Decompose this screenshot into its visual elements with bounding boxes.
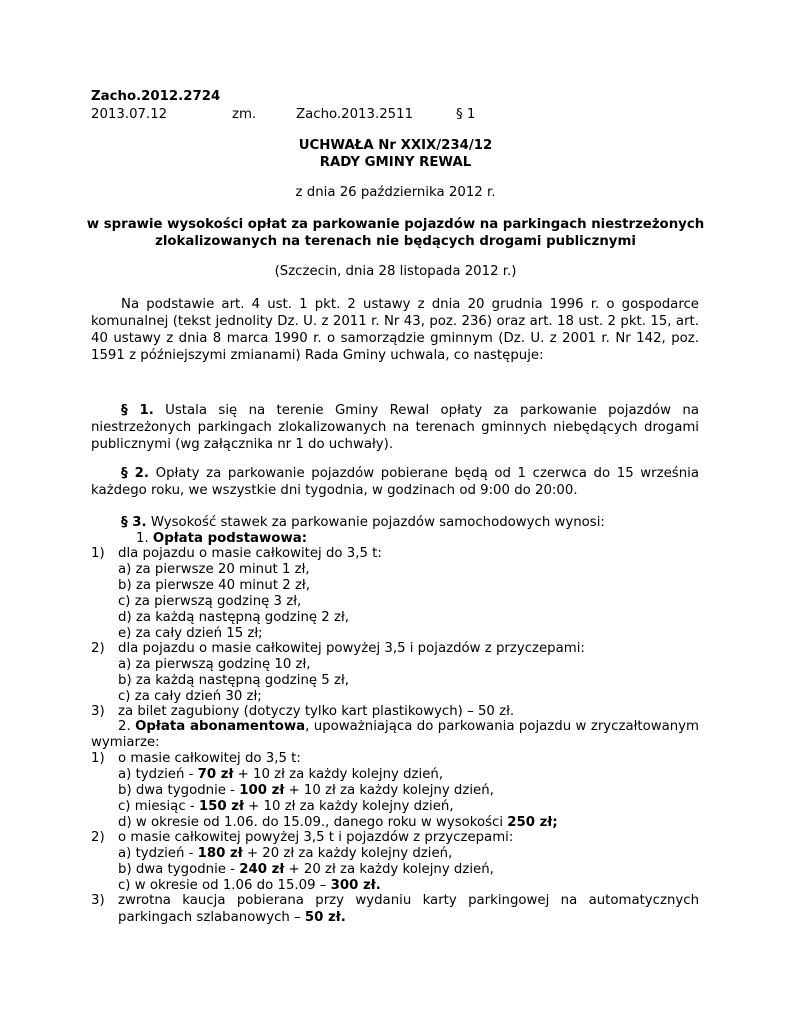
subject-line-1: w sprawie wysokości opłat za parkowanie pojazdów na parkingach niestrzeżonych	[86, 217, 705, 232]
par1-label: § 1.	[121, 403, 154, 418]
par2-label: § 2.	[121, 466, 149, 481]
list-subitem: b) dwa tygodnie - 240 zł + 20 zł za każdy kolejny dzień,	[118, 862, 494, 877]
list-item: za bilet zagubiony (dotyczy tylko kart plastikowych) – 50 zł.	[118, 704, 515, 719]
subscription-heading	[118, 719, 699, 736]
par3-intro	[121, 515, 605, 532]
list-subitem: b) dwa tygodnie - 100 zł + 10 zł za każdy kolejny dzień,	[118, 783, 494, 798]
list-subitem: d) w okresie od 1.06. do 15.09., danego roku w wysokości 250 zł;	[118, 815, 558, 830]
resolution-date: z dnia 26 października 2012 r.	[295, 185, 496, 200]
list-subitem: c) za pierwszą godzinę 3 zł,	[118, 594, 302, 609]
par2-line-2: każdego roku, we wszystkie dni tygodnia, w godzinach od 9:00 do 20:00.	[91, 483, 578, 498]
list-subitem: a) tydzień - 70 zł + 10 zł za każdy kolejny dzień,	[118, 767, 444, 782]
list-item: dla pojazdu o masie całkowitej do 3,5 t:	[118, 546, 382, 561]
list-item: o masie całkowitej powyżej 3,5 t i pojazdów z przyczepami:	[118, 830, 514, 845]
list-number: 2)	[91, 641, 105, 656]
header-date: 2013.07.12	[91, 107, 168, 122]
place-date: (Szczecin, dnia 28 listopada 2012 r.)	[274, 264, 517, 279]
list-item: zwrotna kaucja pobierana przy wydaniu karty parkingowej na automatycznych	[118, 893, 699, 908]
basic-fee-title: Opłata podstawowa:	[152, 531, 308, 546]
par3-intro-text: Wysokość stawek za parkowanie pojazdów samochodowych wynosi:	[150, 515, 605, 530]
list-item-continuation: parkingach szlabanowych – 50 zł.	[118, 910, 346, 925]
par2-text: Opłaty za parkowanie pojazdów pobierane będą od 1 czerwca do 15 września	[155, 466, 699, 481]
list-subitem: a) tydzień - 180 zł + 20 zł za każdy kolejny dzień,	[118, 846, 453, 861]
council-name: RADY GMINY REWAL	[319, 155, 472, 170]
list-subitem: c) w okresie od 1.06 do 15.09 – 300 zł.	[118, 878, 381, 893]
subscription-text: , upoważniająca do parkowania pojazdu w zryczałtowanym	[305, 719, 699, 734]
list-subitem: d) za każdą następną godzinę 2 zł,	[118, 610, 349, 625]
list-item: dla pojazdu o masie całkowitej powyżej 3,5 i pojazdów z przyczepami:	[118, 641, 585, 656]
list-subitem: a) za pierwszą godzinę 10 zł,	[118, 657, 311, 672]
subject-line-2: zlokalizowanych na terenach nie będących drogami publicznymi	[155, 234, 636, 249]
par1-line-2: niestrzeżonych parkingach zlokalizowanych na terenach gminnych niebędących drogami	[91, 420, 699, 435]
par2-line-1	[121, 466, 699, 483]
document-id: Zacho.2012.2724	[91, 89, 221, 104]
preamble-line: 40 ustawy z dnia 8 marca 1990 r. o samorządzie gminnym (Dz. U. z 2001 r. Nr 142, poz.	[91, 331, 699, 346]
resolution-title: UCHWAŁA Nr XXIX/234/12	[298, 138, 493, 153]
subscription-text-2: wymiarze:	[91, 735, 160, 750]
par1-line-1	[121, 403, 699, 420]
list-subitem: c) miesiąc - 150 zł + 10 zł za każdy kolejny dzień,	[118, 799, 454, 814]
par1-line-3: publicznymi (wg załącznika nr 1 do uchwały).	[91, 437, 394, 452]
list-number: 3)	[91, 893, 105, 908]
header-amended-by: Zacho.2013.2511	[296, 107, 414, 122]
list-subitem: a) za pierwsze 20 minut 1 zł,	[118, 562, 310, 577]
subscription-number: 2.	[118, 719, 131, 734]
preamble-line: 1591 z późniejszymi zmianami) Rada Gminy uchwala, co następuje:	[91, 348, 544, 363]
list-subitem: e) za cały dzień 15 zł;	[118, 626, 263, 641]
header-section: § 1	[456, 107, 476, 122]
preamble-line: komunalnej (tekst jednolity Dz. U. z 2011 r. Nr 43, poz. 236) oraz art. 18 ust. 2 pkt. 15, art.	[91, 314, 699, 329]
list-number: 3)	[91, 704, 105, 719]
list-subitem: b) za pierwsze 40 minut 2 zł,	[118, 578, 310, 593]
par1-text: Ustala się na terenie Gminy Rewal opłaty za parkowanie pojazdów na	[165, 403, 699, 418]
subscription-title: Opłata abonamentowa	[135, 719, 306, 734]
list-number: 1)	[91, 546, 105, 561]
basic-fee-number: 1.	[136, 531, 149, 546]
par3-label: § 3.	[121, 515, 147, 530]
list-subitem: c) za cały dzień 30 zł;	[118, 689, 262, 704]
list-number: 1)	[91, 751, 105, 766]
header-zm: zm.	[232, 107, 257, 122]
preamble-line: Na podstawie art. 4 ust. 1 pkt. 2 ustawy z dnia 20 grudnia 1996 r. o gospodarce	[121, 297, 699, 312]
list-item: o masie całkowitej do 3,5 t:	[118, 751, 301, 766]
list-number: 2)	[91, 830, 105, 845]
list-subitem: b) za każdą następną godzinę 5 zł,	[118, 673, 349, 688]
